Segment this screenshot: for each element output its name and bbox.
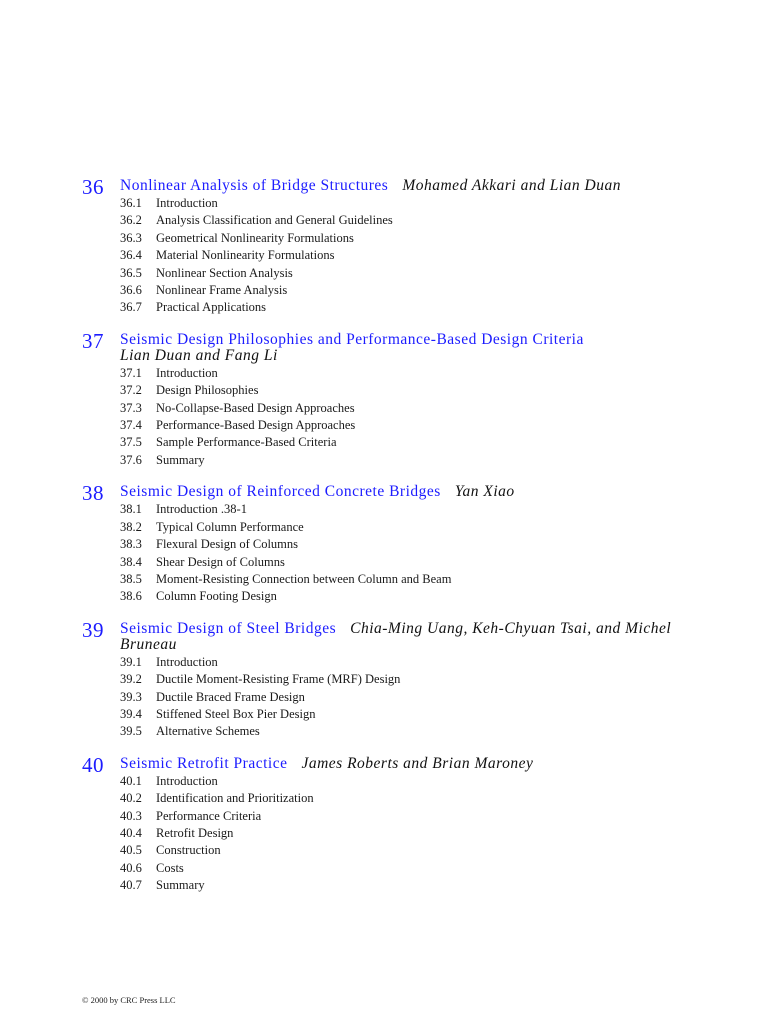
chapter-entry xyxy=(82,175,722,317)
section-number: 36.4 xyxy=(120,248,142,263)
section-item[interactable] xyxy=(120,212,722,229)
section-number: 39.3 xyxy=(120,689,142,704)
section-number: 36.5 xyxy=(120,265,142,280)
section-number: 40.2 xyxy=(120,791,142,806)
chapter-heading xyxy=(120,756,722,772)
section-item[interactable] xyxy=(120,825,722,842)
table-of-contents xyxy=(82,175,722,910)
chapter-number: 37 xyxy=(82,328,104,353)
section-item[interactable] xyxy=(120,842,722,859)
chapter-number: 40 xyxy=(82,752,104,777)
section-title: Ductile Moment-Resisting Frame (MRF) Design xyxy=(156,672,401,687)
section-number: 38.5 xyxy=(120,571,142,586)
section-item[interactable] xyxy=(120,382,722,399)
section-item[interactable] xyxy=(120,400,722,417)
section-title: Flexural Design of Columns xyxy=(156,537,299,552)
section-item[interactable] xyxy=(120,790,722,807)
section-item[interactable] xyxy=(120,536,722,553)
section-item[interactable] xyxy=(120,808,722,825)
section-number: 40.5 xyxy=(120,843,142,858)
chapter-title-link[interactable]: Seismic Design of Reinforced Concrete Bridges xyxy=(120,483,441,501)
chapter-entry xyxy=(82,617,722,741)
section-number: 40.6 xyxy=(120,860,142,875)
section-number: 39.1 xyxy=(120,654,142,669)
section-title: Ductile Braced Frame Design xyxy=(156,689,305,704)
section-number: 40.7 xyxy=(120,878,142,893)
section-title: Sample Performance-Based Criteria xyxy=(156,435,337,450)
section-item[interactable] xyxy=(120,247,722,264)
section-number: 36.7 xyxy=(120,300,142,315)
section-item[interactable] xyxy=(120,501,722,518)
chapter-authors: Mohamed Akkari and Lian Duan xyxy=(402,177,621,194)
chapter-entry xyxy=(82,752,722,895)
section-item[interactable] xyxy=(120,723,722,740)
section-number: 37.5 xyxy=(120,435,142,450)
section-number: 36.1 xyxy=(120,196,142,210)
section-item[interactable] xyxy=(120,654,722,671)
section-number: 37.6 xyxy=(120,452,142,467)
chapter-heading xyxy=(120,484,722,500)
chapter-authors: Chia-Ming Uang, Keh-Chyuan Tsai, and Michel Bruneau xyxy=(120,619,672,653)
section-title: Geometrical Nonlinearity Formulations xyxy=(156,230,354,245)
section-item[interactable] xyxy=(120,282,722,299)
section-number: 40.4 xyxy=(120,825,142,840)
section-number: 40.3 xyxy=(120,808,142,823)
section-number: 38.3 xyxy=(120,537,142,552)
section-title: Performance-Based Design Approaches xyxy=(156,418,356,433)
section-number: 37.1 xyxy=(120,365,142,380)
chapter-title-link[interactable]: Seismic Design of Steel Bridges xyxy=(120,619,337,637)
section-number: 38.6 xyxy=(120,589,142,604)
section-number: 36.3 xyxy=(120,230,142,245)
section-number: 38.1 xyxy=(120,502,142,517)
section-item[interactable] xyxy=(120,706,722,723)
section-title: Moment-Resisting Connection between Column and Beam xyxy=(156,571,452,586)
section-title: Nonlinear Frame Analysis xyxy=(156,283,288,298)
section-title: Summary xyxy=(156,878,205,893)
chapter-title-link[interactable]: Nonlinear Analysis of Bridge Structures xyxy=(120,177,389,194)
section-title: Material Nonlinearity Formulations xyxy=(156,248,335,263)
section-title: Introduction xyxy=(156,365,218,380)
section-item[interactable] xyxy=(120,571,722,588)
section-list xyxy=(120,365,722,469)
section-title: Costs xyxy=(156,860,184,875)
section-item[interactable] xyxy=(120,773,722,790)
section-title: Summary xyxy=(156,452,205,467)
section-item[interactable] xyxy=(120,554,722,571)
section-title: No-Collapse-Based Design Approaches xyxy=(156,400,355,415)
chapter-heading xyxy=(120,332,722,364)
section-title: Introduction xyxy=(156,196,218,210)
section-title: Retrofit Design xyxy=(156,825,234,840)
section-number: 39.4 xyxy=(120,706,142,721)
section-title: Introduction xyxy=(156,773,218,788)
section-item[interactable] xyxy=(120,860,722,877)
section-item[interactable] xyxy=(120,195,722,212)
section-title: Analysis Classification and General Guidelines xyxy=(156,213,393,228)
chapter-entry xyxy=(82,481,722,605)
section-list xyxy=(120,654,722,741)
section-title: Identification and Prioritization xyxy=(156,791,314,806)
section-list xyxy=(120,773,722,895)
section-list xyxy=(120,195,722,317)
section-number: 37.4 xyxy=(120,418,142,433)
section-title: Construction xyxy=(156,843,221,858)
chapter-heading xyxy=(120,178,722,194)
chapter-title-link[interactable]: Seismic Design Philosophies and Performance-Based Design Criteria xyxy=(120,330,584,348)
section-item[interactable] xyxy=(120,417,722,434)
chapter-title-link[interactable]: Seismic Retrofit Practice xyxy=(120,754,288,772)
copyright-footer: © 2000 by CRC Press LLC xyxy=(82,995,176,1005)
section-number: 36.6 xyxy=(120,283,142,298)
section-item[interactable] xyxy=(120,588,722,605)
section-number: 38.4 xyxy=(120,554,142,569)
chapter-authors: James Roberts and Brian Maroney xyxy=(301,754,534,772)
chapter-authors: Lian Duan and Fang Li xyxy=(120,346,278,364)
section-title: Performance Criteria xyxy=(156,808,262,823)
section-number: 40.1 xyxy=(120,773,142,788)
section-item[interactable] xyxy=(120,689,722,706)
section-title: Stiffened Steel Box Pier Design xyxy=(156,706,316,721)
section-item[interactable] xyxy=(120,365,722,382)
section-title: Design Philosophies xyxy=(156,383,259,398)
chapter-authors: Yan Xiao xyxy=(454,483,515,501)
section-list xyxy=(120,501,722,605)
section-title: Introduction xyxy=(156,654,218,669)
chapter-number: 36 xyxy=(82,175,104,199)
section-number: 37.2 xyxy=(120,383,142,398)
section-number: 37.3 xyxy=(120,400,142,415)
section-number: 39.2 xyxy=(120,672,142,687)
section-item[interactable] xyxy=(120,877,722,894)
section-title: Column Footing Design xyxy=(156,589,277,604)
section-item[interactable] xyxy=(120,299,722,316)
section-number: 38.2 xyxy=(120,519,142,534)
section-item[interactable] xyxy=(120,230,722,247)
section-title: Nonlinear Section Analysis xyxy=(156,265,293,280)
chapter-heading xyxy=(120,621,722,653)
section-item[interactable] xyxy=(120,452,722,469)
section-title: Introduction .38-1 xyxy=(156,502,247,517)
section-number: 39.5 xyxy=(120,724,142,739)
section-title: Alternative Schemes xyxy=(156,724,260,739)
chapter-number: 39 xyxy=(82,617,104,642)
section-title: Shear Design of Columns xyxy=(156,554,285,569)
section-item[interactable] xyxy=(120,434,722,451)
section-item[interactable] xyxy=(120,265,722,282)
section-item[interactable] xyxy=(120,671,722,688)
section-title: Typical Column Performance xyxy=(156,519,304,534)
chapter-number: 38 xyxy=(82,481,104,506)
section-number: 36.2 xyxy=(120,213,142,228)
section-title: Practical Applications xyxy=(156,300,267,315)
chapter-entry xyxy=(82,328,722,469)
section-item[interactable] xyxy=(120,519,722,536)
